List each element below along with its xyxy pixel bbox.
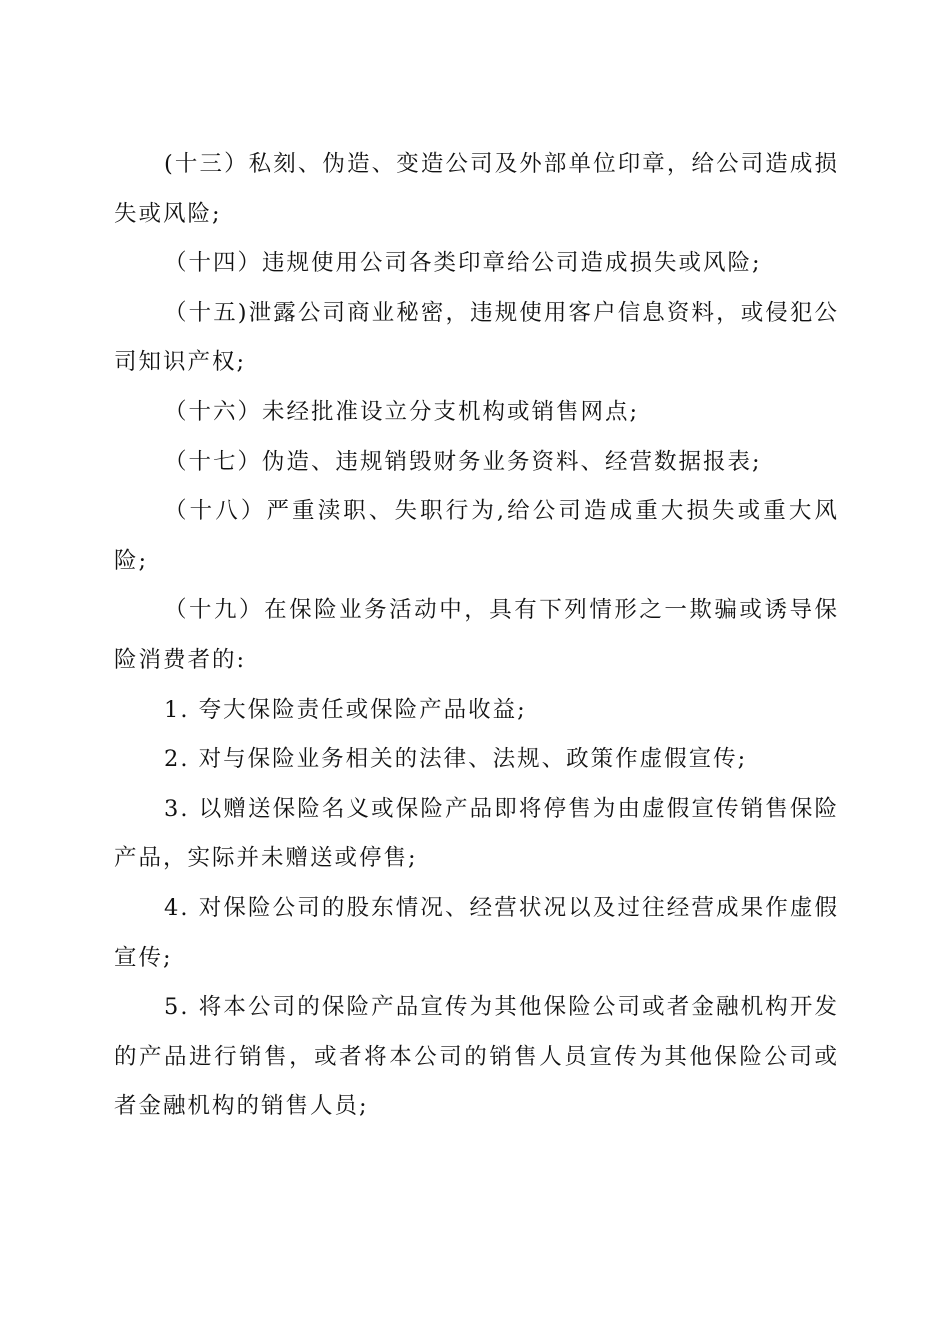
subitem-5: 5. 将本公司的保险产品宣传为其他保险公司或者金融机构开发的产品进行销售，或者将本公司的销售人员宣传为其他保险公司或者金融机构的销售人员; [114, 994, 839, 1120]
paragraph-item-13: (十三）私刻、伪造、变造公司及外部单位印章，给公司造成损失或风险; [114, 151, 839, 227]
paragraph-item-18: （十八）严重渎职、失职行为,给公司造成重大损失或重大风险; [114, 498, 839, 574]
subitem-1: 1. 夸大保险责任或保险产品收益; [164, 696, 527, 723]
paragraph-item-14: （十四）违规使用公司各类印章给公司造成损失或风险; [164, 250, 762, 277]
subitem-3: 3. 以赠送保险名义或保险产品即将停售为由虚假宣传销售保险产品，实际并未赠送或停售; [114, 795, 839, 872]
paragraph-item-19: （十九）在保险业务活动中，具有下列情形之一欺骗或诱导保险消费者的: [114, 597, 839, 673]
paragraph-item-17: （十七）伪造、违规销毁财务业务资料、经营数据报表; [164, 448, 762, 475]
subitem-2: 2. 对与保险业务相关的法律、法规、政策作虚假宣传; [164, 746, 748, 773]
document-body [114, 140, 839, 1132]
paragraph-item-15: （十五)泄露公司商业秘密，违规使用客户信息资料，或侵犯公司知识产权; [114, 299, 839, 376]
subitem-4: 4. 对保险公司的股东情况、经营状况以及过往经营成果作虚假宣传; [114, 894, 839, 971]
paragraph-item-16: （十六）未经批准设立分支机构或销售网点; [164, 398, 640, 425]
